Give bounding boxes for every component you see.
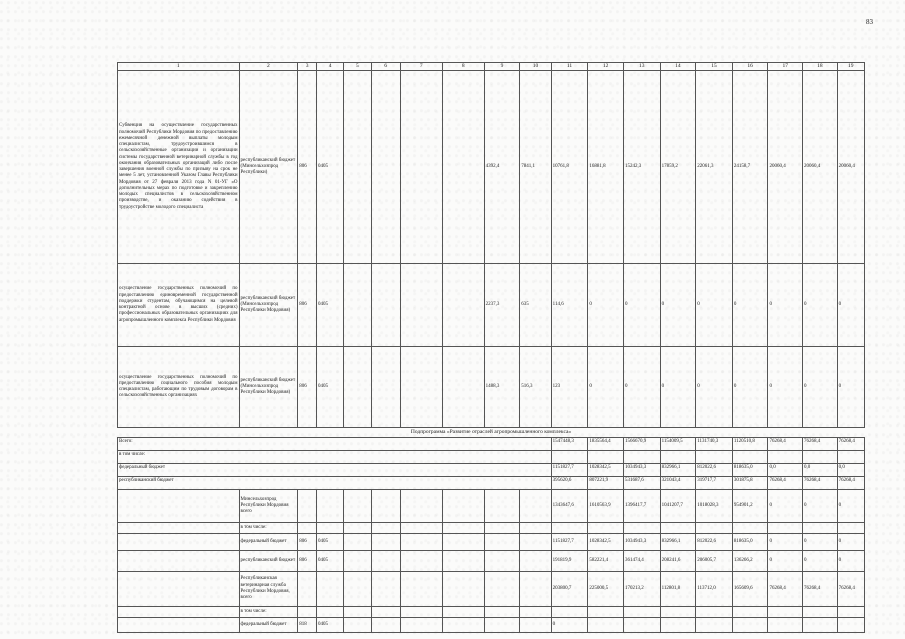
detail-row — [118, 617, 865, 632]
code-cell — [317, 606, 344, 617]
value-cell — [551, 606, 588, 617]
value-cell — [803, 617, 838, 632]
code-cell: 806 — [298, 347, 317, 428]
table-cell — [118, 606, 240, 617]
value-cell — [623, 450, 660, 463]
table-cell — [371, 617, 400, 632]
column-number: 15 — [696, 63, 733, 71]
table-cell — [344, 347, 371, 428]
value-cell — [803, 522, 838, 533]
value-cell — [803, 606, 838, 617]
column-number: 12 — [588, 63, 624, 71]
table-cell — [400, 347, 442, 428]
value-cell — [837, 617, 864, 632]
value-cell: 395620,6 — [551, 476, 588, 489]
value-cell: 818635,0 — [732, 463, 768, 476]
subprogram-row — [118, 428, 865, 438]
value-cell — [732, 522, 768, 533]
table-cell — [442, 606, 484, 617]
table-cell — [442, 617, 484, 632]
value-cell: 24158,7 — [732, 71, 768, 264]
value-cell: 0 — [837, 489, 864, 522]
value-cell: 812022,6 — [696, 533, 733, 550]
value-cell: 0,0 — [837, 463, 864, 476]
table-cell — [400, 606, 442, 617]
value-cell: 225000,5 — [588, 571, 624, 606]
value-cell — [768, 606, 803, 617]
value-cell: 1396417,7 — [623, 489, 660, 522]
value-cell: 1151827,7 — [551, 463, 588, 476]
table-cell — [520, 617, 551, 632]
summary-row — [118, 437, 865, 450]
value-cell: 516,3 — [520, 347, 551, 428]
value-cell: 0 — [837, 533, 864, 550]
column-number: 1 — [118, 63, 240, 71]
budget-source: Минсельхозпрод Республики Мордовия всего — [239, 489, 298, 522]
detail-row — [118, 533, 865, 550]
table-cell — [400, 522, 442, 533]
budget-source: в том числе: — [239, 522, 298, 533]
measure-name: Субвенция на осуществление государственных полномочий Республики Мордовия по предоставлению ежемесячной денежной выплаты молодым специалистам, трудоустроившимся в сельскохозяйственные организации и организации системы государственной ветеринарной службы в год окончания образовательных организаций либо после завершения военной службы по призыву на срок не менее 5 лет, установленной Указом Главы Республики Мордовия от 27 февраля 2013 года N 01-УГ «О дополнительных мерах по подготовке и закреплению молодых специалистов в сельскохозяйственном производстве, и оказанию содействия в трудоустройстве молодого специалиста — [118, 71, 240, 264]
code-cell — [298, 571, 317, 606]
table-cell — [344, 71, 371, 264]
budget-source: в том числе: — [239, 606, 298, 617]
table-cell — [520, 606, 551, 617]
value-cell: 123 — [551, 347, 588, 428]
table-cell — [442, 489, 484, 522]
table-cell — [344, 264, 371, 347]
table-cell — [442, 571, 484, 606]
budget-source: республиканский бюджет (Минсельхозпрод Республики Мордовия) — [239, 264, 298, 347]
code-cell — [317, 571, 344, 606]
budget-table — [117, 62, 865, 633]
table-cell — [484, 522, 520, 533]
value-cell: 136266,2 — [732, 550, 768, 571]
value-cell: 0 — [623, 347, 660, 428]
value-cell: 0 — [660, 264, 696, 347]
table-row — [118, 71, 865, 264]
table-cell — [484, 617, 520, 632]
table-cell — [442, 522, 484, 533]
table-cell — [344, 617, 371, 632]
value-cell: 0 — [696, 264, 733, 347]
detail-row — [118, 489, 865, 522]
value-cell: 76268,4 — [803, 476, 838, 489]
value-cell: 635 — [520, 264, 551, 347]
value-cell — [768, 450, 803, 463]
value-cell: 0 — [803, 489, 838, 522]
table-cell — [344, 606, 371, 617]
value-cell: 531687,6 — [623, 476, 660, 489]
code-cell — [317, 489, 344, 522]
table-cell — [118, 522, 240, 533]
value-cell — [837, 522, 864, 533]
table-cell — [484, 550, 520, 571]
value-cell: 1034943,3 — [623, 533, 660, 550]
summary-label: республиканский бюджет — [118, 476, 552, 489]
value-cell — [551, 522, 588, 533]
value-cell — [588, 450, 624, 463]
value-cell — [588, 617, 624, 632]
value-cell: 76268,4 — [837, 437, 864, 450]
value-cell — [768, 617, 803, 632]
value-cell: 1547448,3 — [551, 437, 588, 450]
value-cell: 1028342,5 — [588, 533, 624, 550]
value-cell: 832966,1 — [660, 533, 696, 550]
table-cell — [371, 606, 400, 617]
value-cell: 954901,2 — [732, 489, 768, 522]
summary-row — [118, 463, 865, 476]
table-cell — [442, 347, 484, 428]
value-cell: 113712,0 — [696, 571, 733, 606]
column-number: 14 — [660, 63, 696, 71]
value-cell: 17859,2 — [660, 71, 696, 264]
code-cell: 806 — [298, 550, 317, 571]
code-cell — [298, 522, 317, 533]
column-number: 4 — [317, 63, 344, 71]
value-cell: 1018028,3 — [696, 489, 733, 522]
table-cell — [520, 522, 551, 533]
value-cell: 1154009,5 — [660, 437, 696, 450]
value-cell: 301875,8 — [732, 476, 768, 489]
table-cell — [371, 347, 400, 428]
value-cell: 1028342,5 — [588, 463, 624, 476]
value-cell: 0 — [551, 617, 588, 632]
value-cell — [837, 606, 864, 617]
value-cell: 170213,2 — [623, 571, 660, 606]
value-cell — [623, 617, 660, 632]
table-cell — [520, 489, 551, 522]
value-cell: 7841,1 — [520, 71, 551, 264]
value-cell — [660, 606, 696, 617]
table-cell — [520, 533, 551, 550]
value-cell: 206005,7 — [696, 550, 733, 571]
value-cell — [623, 522, 660, 533]
value-cell: 20060,4 — [768, 71, 803, 264]
code-cell: 0405 — [317, 617, 344, 632]
column-number: 19 — [837, 63, 864, 71]
value-cell: 0 — [803, 533, 838, 550]
summary-row — [118, 476, 865, 489]
value-cell — [696, 450, 733, 463]
value-cell — [768, 522, 803, 533]
value-cell: 0 — [803, 264, 838, 347]
value-cell: 4392,4 — [484, 71, 520, 264]
table-cell — [371, 550, 400, 571]
value-cell: 582221,4 — [588, 550, 624, 571]
value-cell: 0 — [768, 533, 803, 550]
budget-source: федеральный бюджет — [239, 617, 298, 632]
code-cell: 0405 — [317, 264, 344, 347]
table-cell — [520, 550, 551, 571]
value-cell — [696, 522, 733, 533]
column-number: 7 — [400, 63, 442, 71]
value-cell: 1488,3 — [484, 347, 520, 428]
value-cell: 361474,4 — [623, 550, 660, 571]
value-cell: 0 — [660, 347, 696, 428]
value-cell: 114,6 — [551, 264, 588, 347]
column-number: 13 — [623, 63, 660, 71]
value-cell — [660, 617, 696, 632]
table-cell — [118, 489, 240, 522]
value-cell: 20060,4 — [803, 71, 838, 264]
value-cell: 2237,3 — [484, 264, 520, 347]
budget-source: федеральный бюджет — [239, 533, 298, 550]
table-cell — [484, 571, 520, 606]
value-cell: 1610563,9 — [588, 489, 624, 522]
value-cell: 1566670,9 — [623, 437, 660, 450]
value-cell: 1343647,6 — [551, 489, 588, 522]
value-cell: 0 — [837, 264, 864, 347]
summary-label: федеральный бюджет — [118, 463, 552, 476]
value-cell: 0 — [837, 550, 864, 571]
value-cell: 832966,1 — [660, 463, 696, 476]
column-number: 11 — [551, 63, 588, 71]
table-cell — [400, 550, 442, 571]
table-cell — [484, 489, 520, 522]
column-number: 3 — [298, 63, 317, 71]
table-cell — [371, 489, 400, 522]
summary-row — [118, 450, 865, 463]
table-cell — [442, 550, 484, 571]
table-row — [118, 264, 865, 347]
table-cell — [344, 522, 371, 533]
table-cell — [400, 489, 442, 522]
column-number: 17 — [768, 63, 803, 71]
value-cell: 0 — [768, 550, 803, 571]
value-cell: 208241,6 — [660, 550, 696, 571]
value-cell: 0 — [623, 264, 660, 347]
table-cell — [118, 550, 240, 571]
table-cell — [118, 617, 240, 632]
detail-row — [118, 522, 865, 533]
value-cell: 1151827,7 — [551, 533, 588, 550]
code-cell: 806 — [298, 533, 317, 550]
value-cell: 0 — [768, 347, 803, 428]
value-cell — [837, 450, 864, 463]
code-cell: 806 — [298, 71, 317, 264]
value-cell: 0 — [696, 347, 733, 428]
value-cell — [551, 450, 588, 463]
value-cell: 1835564,4 — [588, 437, 624, 450]
code-cell: 0405 — [317, 71, 344, 264]
value-cell: 319717,7 — [696, 476, 733, 489]
subprogram-title: Подпрограмма «Развитие отраслей агропромышленного комплекса» — [118, 428, 865, 438]
table-cell — [371, 71, 400, 264]
code-cell — [317, 522, 344, 533]
table-cell — [400, 571, 442, 606]
table-cell — [344, 550, 371, 571]
table-cell — [344, 489, 371, 522]
page-number: 83 — [866, 18, 873, 26]
measure-name: осуществление государственных полномочий по предоставлению единовременной государственной поддержки студентам, обучающимся на целевой контрактной основе в высших (средних) профессиональных образовательных организациях для агропромышленного комплекса Республики Мордовия — [118, 264, 240, 347]
measure-name: осуществление государственных полномочий по предоставлению социального пособия молодым специалистам, работающим по трудовым договорам в сельскохозяйственных организациях — [118, 347, 240, 428]
table-cell — [344, 533, 371, 550]
value-cell: 0 — [732, 264, 768, 347]
column-number: 6 — [371, 63, 400, 71]
value-cell: 112801,8 — [660, 571, 696, 606]
column-number: 18 — [803, 63, 838, 71]
value-cell: 0 — [768, 264, 803, 347]
table-cell — [400, 71, 442, 264]
value-cell: 1131740,3 — [696, 437, 733, 450]
value-cell: 1041207,7 — [660, 489, 696, 522]
value-cell — [660, 450, 696, 463]
code-cell: 0405 — [317, 550, 344, 571]
column-number: 9 — [484, 63, 520, 71]
value-cell — [732, 450, 768, 463]
table-row — [118, 347, 865, 428]
budget-source: республиканский бюджет (Минсельхозпрод Республики Мордовия) — [239, 347, 298, 428]
value-cell: 818635,0 — [732, 533, 768, 550]
code-cell — [298, 606, 317, 617]
table-cell — [400, 617, 442, 632]
value-cell: 76268,4 — [837, 571, 864, 606]
detail-row — [118, 550, 865, 571]
value-cell: 0 — [732, 347, 768, 428]
value-cell: 812022,6 — [696, 463, 733, 476]
value-cell: 1120510,8 — [732, 437, 768, 450]
value-cell — [732, 606, 768, 617]
value-cell — [803, 450, 838, 463]
value-cell — [588, 522, 624, 533]
budget-source: республиканский бюджет — [239, 550, 298, 571]
table-cell — [371, 264, 400, 347]
value-cell — [660, 522, 696, 533]
value-cell: 20060,4 — [837, 71, 864, 264]
table-cell — [371, 522, 400, 533]
summary-label: в том числе: — [118, 450, 552, 463]
value-cell: 0 — [588, 347, 624, 428]
table-cell — [371, 571, 400, 606]
value-cell: 0,0 — [803, 463, 838, 476]
table-cell — [344, 571, 371, 606]
value-cell: 0 — [837, 347, 864, 428]
budget-source: республиканский бюджет (Минсельхозпрод Республики) — [239, 71, 298, 264]
value-cell — [732, 617, 768, 632]
table-cell — [118, 533, 240, 550]
value-cell: 165609,6 — [732, 571, 768, 606]
detail-row — [118, 606, 865, 617]
table-cell — [484, 533, 520, 550]
header-row — [118, 63, 865, 71]
value-cell — [588, 606, 624, 617]
code-cell — [298, 489, 317, 522]
column-number: 8 — [442, 63, 484, 71]
value-cell: 22061,3 — [696, 71, 733, 264]
value-cell — [623, 606, 660, 617]
table-cell — [400, 264, 442, 347]
table-cell — [442, 264, 484, 347]
table-cell — [442, 533, 484, 550]
value-cell: 76268,4 — [837, 476, 864, 489]
value-cell: 15242,3 — [623, 71, 660, 264]
value-cell: 0,0 — [768, 463, 803, 476]
table-cell — [442, 71, 484, 264]
code-cell: 0405 — [317, 533, 344, 550]
code-cell: 0405 — [317, 347, 344, 428]
value-cell: 0 — [803, 347, 838, 428]
value-cell: 76268,4 — [768, 571, 803, 606]
value-cell: 0 — [768, 489, 803, 522]
code-cell: 806 — [298, 264, 317, 347]
value-cell: 0 — [588, 264, 624, 347]
column-number: 2 — [239, 63, 298, 71]
value-cell: 10761,8 — [551, 71, 588, 264]
table-cell — [400, 533, 442, 550]
value-cell: 16881,8 — [588, 71, 624, 264]
value-cell: 1034943,3 — [623, 463, 660, 476]
budget-source: Республиканская ветеринарная служба Республики Мордовия, всего — [239, 571, 298, 606]
value-cell: 203800,7 — [551, 571, 588, 606]
code-cell: 818 — [298, 617, 317, 632]
value-cell: 807221,9 — [588, 476, 624, 489]
table-cell — [484, 606, 520, 617]
value-cell: 76268,4 — [768, 476, 803, 489]
value-cell: 76268,4 — [803, 437, 838, 450]
value-cell: 191819,9 — [551, 550, 588, 571]
value-cell: 0 — [803, 550, 838, 571]
value-cell: 76268,4 — [768, 437, 803, 450]
value-cell — [696, 617, 733, 632]
column-number: 10 — [520, 63, 551, 71]
table-cell — [371, 533, 400, 550]
value-cell — [696, 606, 733, 617]
value-cell: 321043,4 — [660, 476, 696, 489]
column-number: 5 — [344, 63, 371, 71]
table-cell — [118, 571, 240, 606]
detail-row — [118, 571, 865, 606]
value-cell: 76268,4 — [803, 571, 838, 606]
column-number: 16 — [732, 63, 768, 71]
table-cell — [520, 571, 551, 606]
summary-label: Всего: — [118, 437, 552, 450]
